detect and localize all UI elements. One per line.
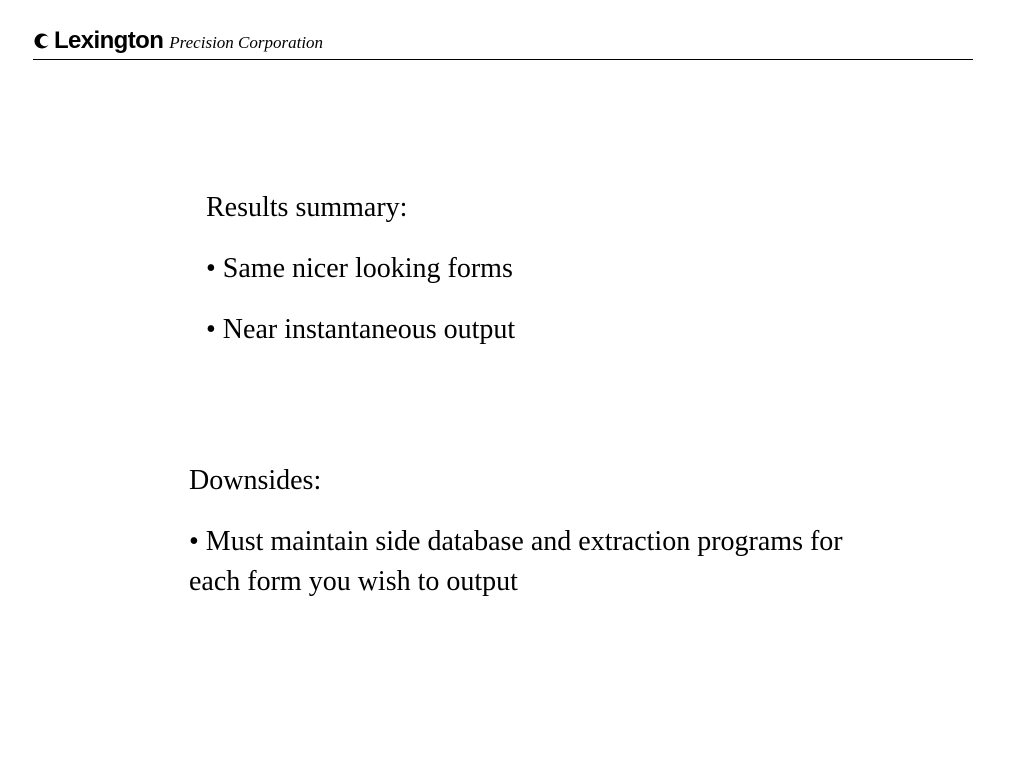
results-heading: Results summary: (206, 192, 408, 223)
results-item: • Near instantaneous output (206, 314, 516, 345)
crescent-circle-icon (33, 32, 51, 50)
logo-tagline: Precision Corporation (169, 33, 324, 52)
downsides-section (189, 461, 869, 602)
results-item: • Same nicer looking forms (206, 253, 513, 284)
downsides-heading: Downsides: (189, 465, 322, 496)
header-divider (33, 59, 973, 60)
company-logo (33, 26, 323, 56)
downsides-item: • Must maintain side database and extraction programs for each form you wish to output (189, 526, 843, 597)
logo-name: Lexington (54, 27, 164, 54)
results-section (206, 188, 515, 350)
